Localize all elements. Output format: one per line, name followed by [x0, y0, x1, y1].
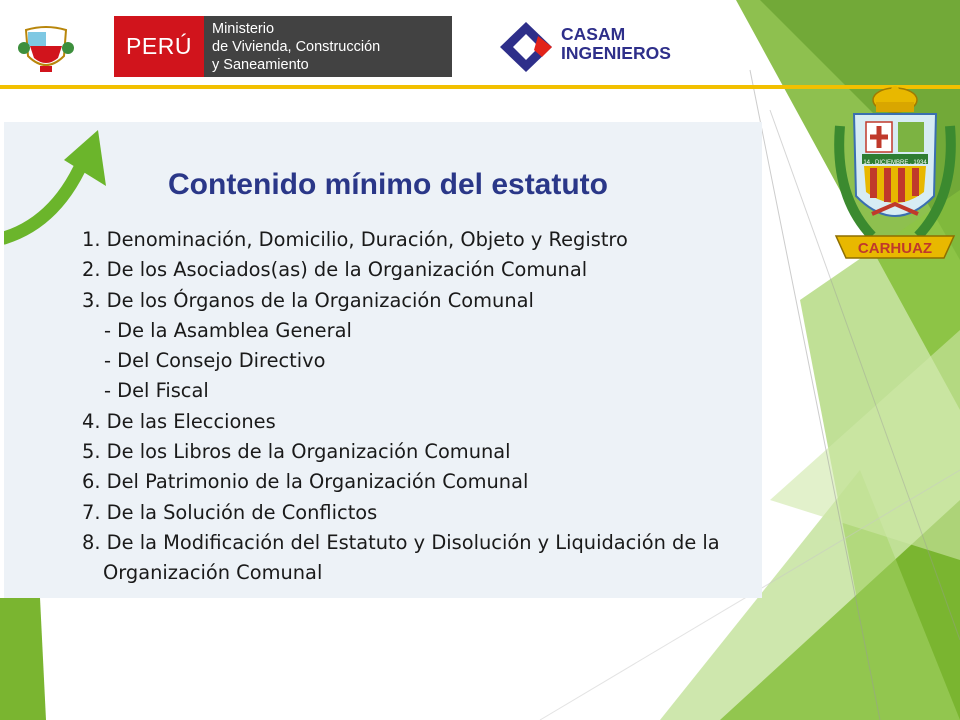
statute-content-list [82, 225, 720, 589]
casam-logo-icon [498, 20, 554, 74]
list-item-continuation: Organización Comunal [103, 561, 323, 585]
ministry-line: y Saneamiento [212, 57, 309, 73]
list-item: 5. De los Libros de la Organización Comunal [82, 440, 511, 464]
list-item: 4. De las Elecciones [82, 409, 276, 433]
list-subitem: - De la Asamblea General [104, 318, 352, 342]
list-item: 3. De los Órganos de la Organización Comunal [82, 288, 534, 312]
casam-wordmark [561, 25, 671, 63]
casam-line: INGENIEROS [561, 43, 671, 63]
ministry-line: Ministerio [212, 21, 275, 37]
header-divider [0, 85, 960, 89]
slide-title: Contenido mínimo del estatuto [168, 168, 608, 201]
list-item: 6. Del Patrimonio de la Organización Comunal [82, 470, 529, 494]
list-item: 8. De la Modificación del Estatuto y Disolución y Liquidación de la [82, 530, 720, 554]
list-item: 7. De la Solución de Conflictos [82, 500, 378, 524]
peru-label: PERÚ [114, 16, 204, 77]
list-item: 2. De los Asociados(as) de la Organización Comunal [82, 258, 588, 282]
list-subitem: - Del Fiscal [104, 379, 209, 403]
carhuaz-crest-icon [832, 86, 958, 268]
list-subitem: - Del Consejo Directivo [104, 349, 326, 373]
list-item: 1. Denominación, Domicilio, Duración, Objeto y Registro [82, 228, 628, 251]
ministry-label [204, 16, 452, 77]
crest-banner-text: CARHUAZ [857, 240, 933, 257]
crest-ribbon-text: 14 . DICIEMBRE . 1934 [863, 160, 927, 166]
peru-coat-of-arms-icon [18, 22, 74, 76]
casam-line: CASAM [561, 24, 626, 44]
ministry-line: de Vivienda, Construcción [212, 39, 381, 55]
